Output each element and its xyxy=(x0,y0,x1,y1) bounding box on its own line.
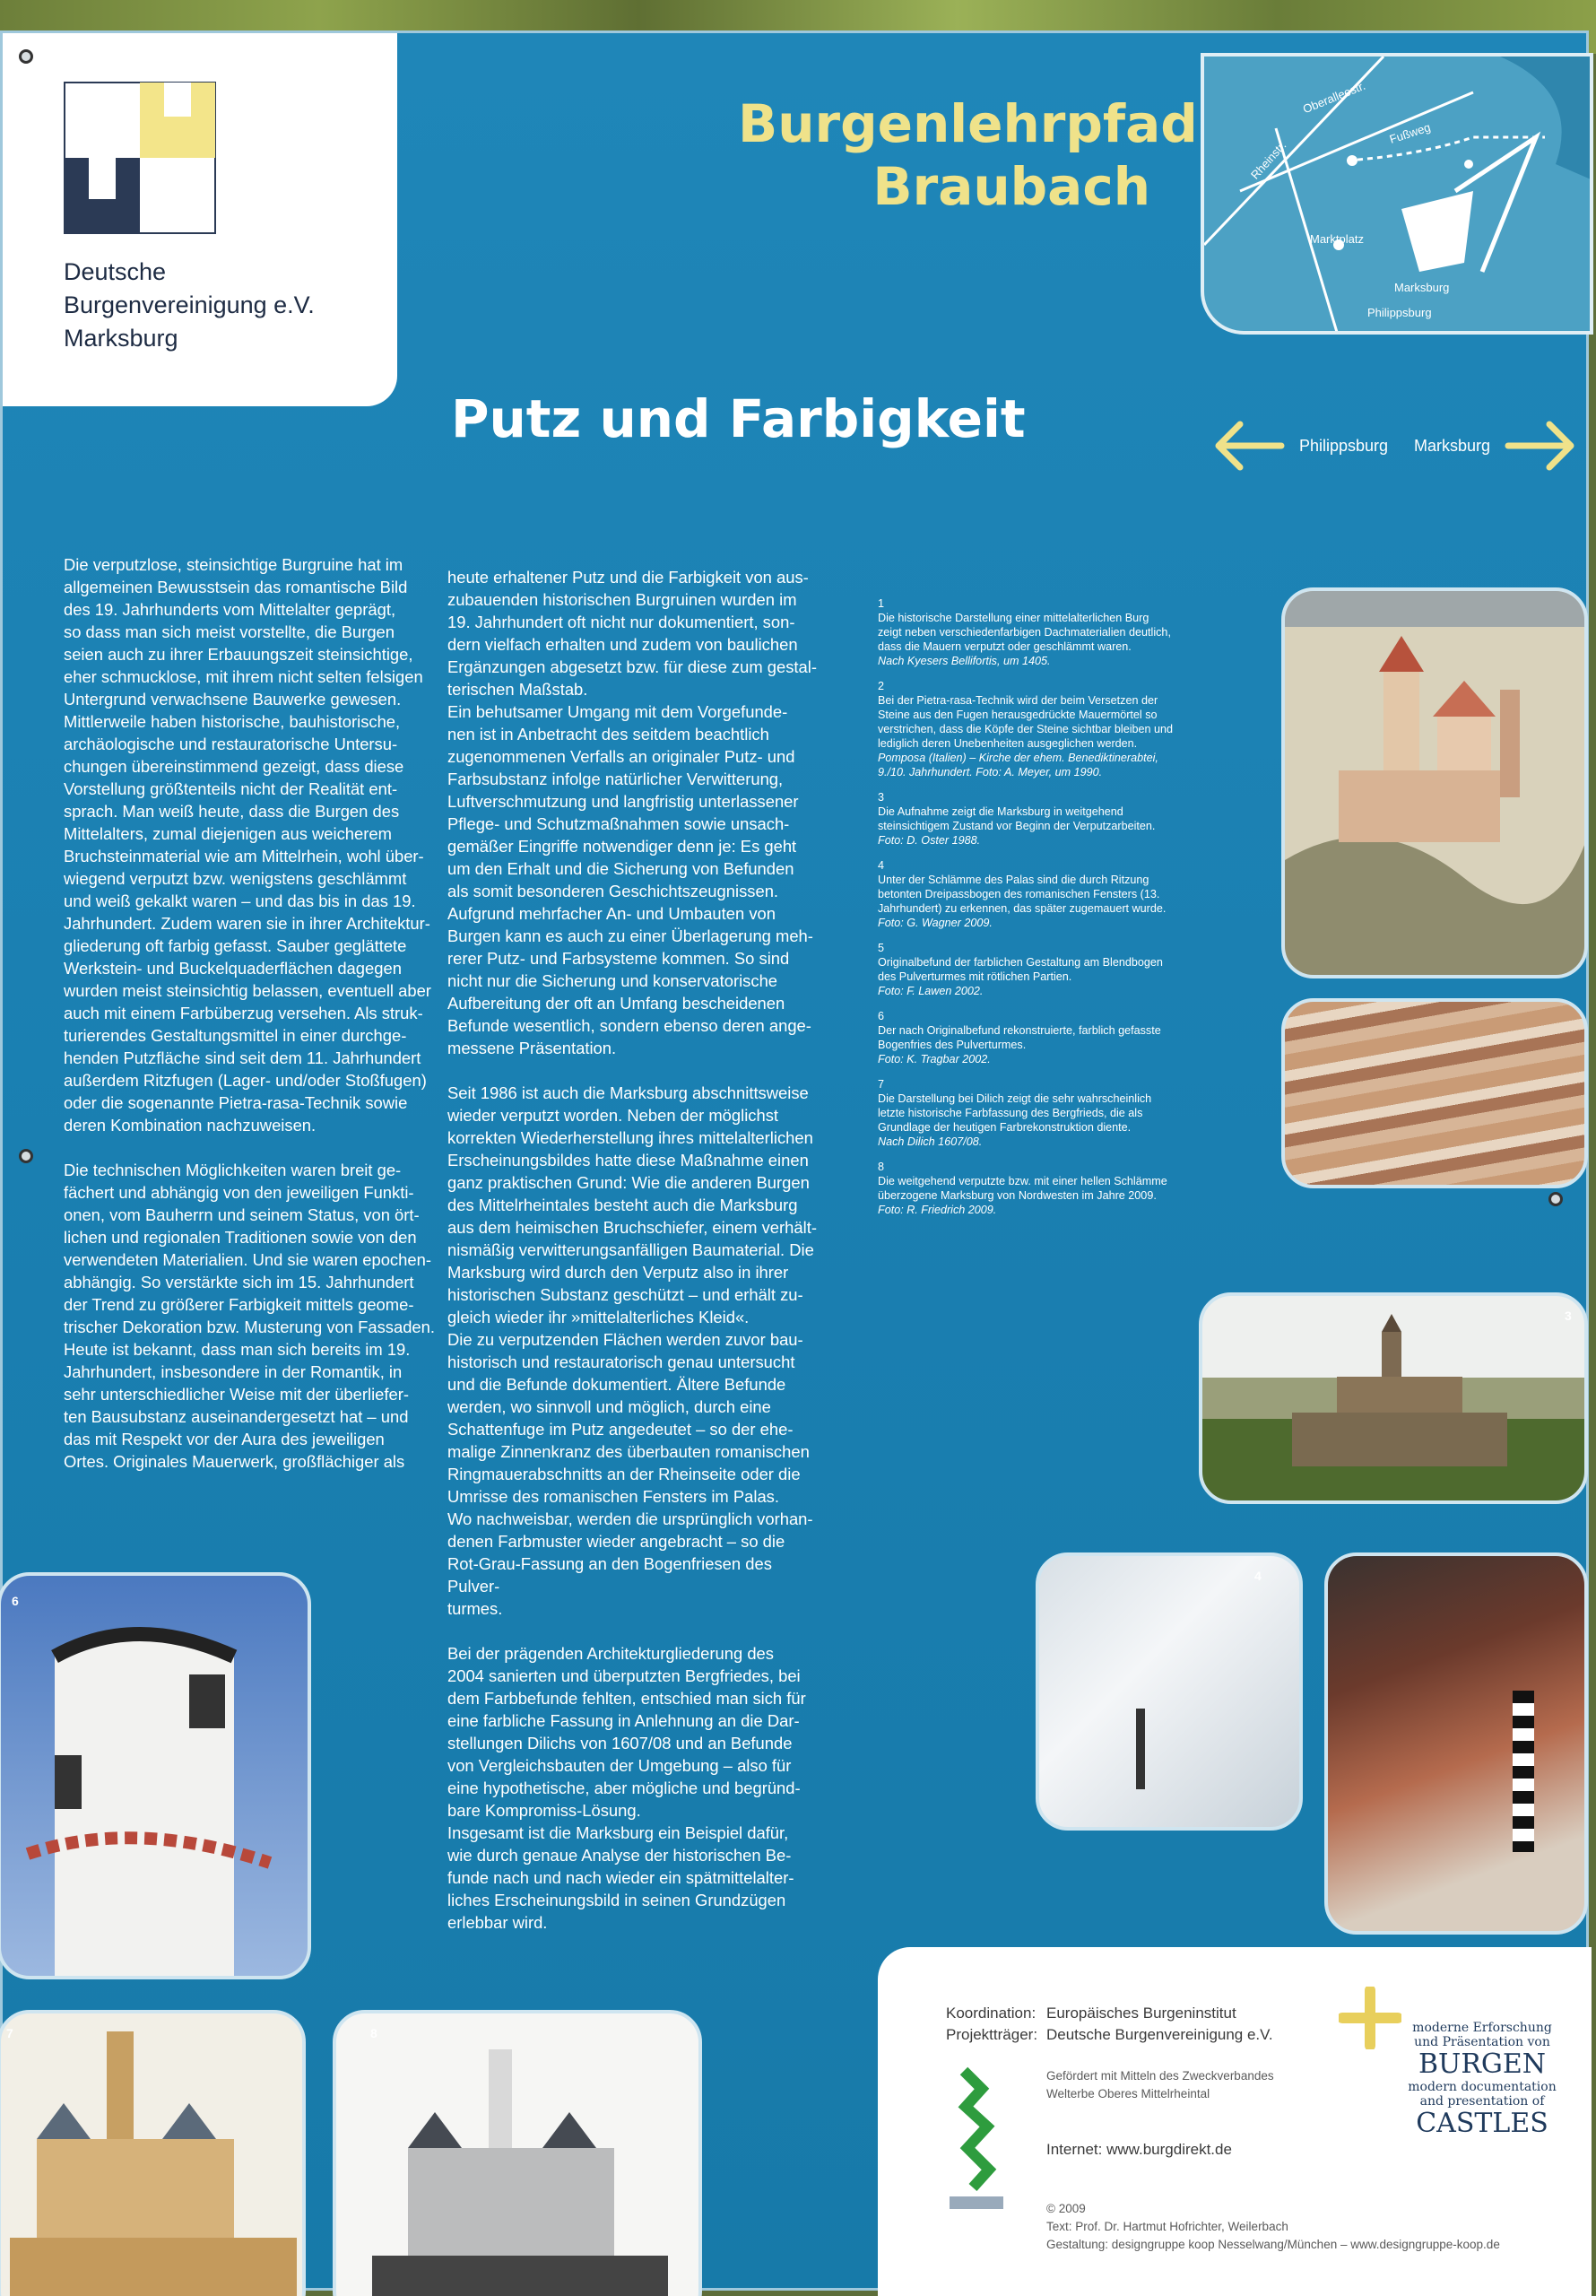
photo-number: 7 xyxy=(6,2026,13,2040)
title-line: Braubach xyxy=(872,156,1150,217)
text-credit: Text: Prof. Dr. Hartmut Hofrichter, Weilerbach xyxy=(1046,2220,1288,2233)
nav-left[interactable] xyxy=(1213,419,1388,473)
photo-4-plaster-wall xyxy=(1036,1552,1303,1831)
caption-item: 1 Die historische Darstellung einer mittelalterlichen Burg zeigt neben verschiedenfarbigen Dachmaterialien deutlich, dass die Mauern verputzt oder geschlämmt waren. Nach Kyesers Bellifortis, um 1405. xyxy=(878,597,1171,667)
logo-panel xyxy=(3,33,397,406)
photo-number: 8 xyxy=(370,2026,377,2040)
org-line: Marksburg xyxy=(64,325,178,352)
koord-value: Europäisches Burgeninstitut xyxy=(1046,2005,1236,2022)
screw xyxy=(19,1149,33,1163)
cross-icon xyxy=(1339,1987,1401,2049)
burgen-line: modern documentation xyxy=(1408,2080,1557,2094)
map-label: Philippsburg xyxy=(1367,306,1432,319)
traeger-label: Projektträger: xyxy=(946,2026,1038,2043)
photo-8-marksburg-2009 xyxy=(333,2010,702,2296)
photo-3-marksburg-landscape xyxy=(1199,1292,1588,1504)
nav-right-label: Marksburg xyxy=(1414,436,1491,455)
welterbe-logo xyxy=(946,2062,1016,2214)
window-slit xyxy=(1136,1709,1145,1789)
photo-number: 6 xyxy=(12,1594,19,1608)
illustration-drawing xyxy=(1285,591,1588,978)
nav-right[interactable] xyxy=(1414,419,1576,473)
screw xyxy=(1548,1192,1563,1206)
caption-item: 8 Die weitgehend verputzte bzw. mit einer hellen Schlämme überzogene Marksburg von Nordwesten im Jahre 2009. Foto: R. Friedrich 2009. xyxy=(878,1161,1167,1216)
photo-number: 3 xyxy=(1565,1309,1572,1323)
burgen-line: moderne Erforschung xyxy=(1412,2021,1552,2035)
traeger-value: Deutsche Burgenvereinigung e.V. xyxy=(1046,2026,1273,2043)
burgen-line: und Präsentation von xyxy=(1414,2035,1550,2049)
map-label: Rheinstr. xyxy=(1247,138,1289,182)
nav-left-label: Philippsburg xyxy=(1299,436,1389,455)
photo-number: 4 xyxy=(1254,1569,1262,1583)
design-credit: Gestaltung: designgruppe koop Nesselwang/München – www.designgruppe-koop.de xyxy=(1046,2238,1500,2251)
body-column-2: heute erhaltener Putz und die Farbigkeit von aus- zubauenden historischen Burgruinen wurden im 19. Jahrhundert oft nicht nur dokumentiert, son- dern vielfach erhalten und zudem von baulichen Ergänzungen abgesetzt bzw. für diese zum gestal- terischen Maßstab. Ein behutsamer Umgang mit dem Vorgefunde- nen ist in Anbetracht des seitdem beachtlich zugenommenen Verfalls an originaler Putz- und Farbsubstanz infolge natürlicher Verwitterung, Luftverschmutzung und langfristig unterlassener Pflege- und Schutzmaßnahmen sowie unsach- gemäßer Eingriffe notwendiger denn je: Es geht um den Erhalt und die Sicherung von Befunden als somit besonderen Geschichtszeugnissen. Aufgrund mehrfacher An- und Umbauten von Burgen kann es auch zu einer Überlagerung meh- rerer Putz- und Farbsysteme kommen. So sind nicht nur die Sicherung und konservatorische Aufbereitung der oft an Umfang bescheidenen Befunde wesentlich, sondern ebenso deren ange- messene Präsentation. Seit 1986 ist auch die Marksburg abschnittsweise wieder verputzt worden. Neben der möglichst korrekten Wiederherstellung ihres mittelalterlichen Erscheinungsbildes hatte diese Maßnahme einen ganz praktischen Grund: Wie die anderen Burgen des Mittelrheintales besteht auch die Marksburg aus dem heimischen Bruchschiefer, einem verhält- nismäßig verwitterungsanfälligen Baumaterial. Die Marksburg wird durch den Verputz also in ihrer historischen Substanz geschützt – und erhält zu- gleich wieder ihr »mittelalterliches Kleid«. Die zu verputzenden Flächen werden zuvor bau- historisch und restauratorisch genau untersucht und die Befunde dokumentiert. Ältere Befunde werden, wo sinnvoll und möglich, durch eine Schattenfuge im Putz angedeutet – so der ehe- malige Zinnenkranz des überbauten romanischen Ringmauerabschnitts an der Rheinseite oder die Umrisse des romanischen Fensters im Palas. Wo nachweisbar, werden die ursprünglich vorhan- denen Farbmuster wieder angebracht – so die Rot-Grau-Fassung an den Bogenfriesen des Pulver- turmes. Bei der prägenden Architekturgliederung des 2004 sanierten und überputzten Bergfriedes, bei dem Farbbefunde fehlten, entschied man sich für eine farbliche Fassung in Anlehnung an die Dar- stellungen Dilichs von 1607/08 und an Befunde von Vergleichsbauten der Umgebung – also für eine hypothetische, aber mögliche und begründ- bare Kompromiss-Lösung. Insgesamt ist die Marksburg ein Beispiel dafür, wie durch genaue Analyse der historischen Be- funde nach und nach wieder ein spätmittelalter- liches Erscheinungsbild in seinen Grundzügen erlebbar wird. xyxy=(447,568,817,1932)
burgen-line: and presentation of xyxy=(1419,2094,1545,2109)
map-label: Marktplatz xyxy=(1310,232,1364,246)
photo-7-dilich-drawing xyxy=(0,2010,306,2296)
marksburg-2009 xyxy=(336,2013,702,2296)
funding-line: Gefördert mit Mitteln des Zweckverbandes xyxy=(1046,2069,1274,2083)
burgen-castles-logo xyxy=(1383,1985,1581,2139)
map-label: Oberalleestr. xyxy=(1300,78,1367,117)
photo-2-pietra-rasa-wall xyxy=(1281,998,1588,1188)
board-title xyxy=(738,92,1198,218)
screw xyxy=(19,49,33,64)
funding-line: Welterbe Oberes Mittelrheintal xyxy=(1046,2087,1210,2100)
caption-item: 7 Die Darstellung bei Dilich zeigt die sehr wahrscheinlich letzte historische Farbfassung des Bergfrieds, die als Grundlage der heutigen Farbrekonstruktion diente. Nach Dilich 1607/08. xyxy=(878,1078,1152,1148)
arrow-right-icon xyxy=(1505,419,1576,473)
caption-item: 4 Unter der Schlämme des Palas sind die durch Ritzung betonten Dreipassbogen des romanischen Fensters (13. Jahrhundert) zu erkennen, das später zugemauert wurde. Foto: G. Wagner 2009. xyxy=(878,859,1167,929)
internet-link[interactable]: Internet: www.burgdirekt.de xyxy=(1046,2141,1232,2158)
photo-1-illustration xyxy=(1281,587,1588,978)
captions xyxy=(878,596,1174,1228)
caption-item: 2 Bei der Pietra-rasa-Technik wird der beim Versetzen der Steine aus den Fugen herausgedrückte Mauermörtel so verstrichen, dass die Köpfe der Steine sichtbar bleiben und lediglich deren Unebenheiten ausgeglichen werden. Pomposa (Italien) – Kirche der ehem. Benediktinerabtei, 9./10. Jahrhundert. Foto: A. Meyer, um 1990. xyxy=(878,680,1174,778)
photo-6-tower xyxy=(0,1572,311,1979)
scale-ruler xyxy=(1513,1691,1534,1852)
map-label: Fußweg xyxy=(1387,120,1433,146)
caption-item: 6 Der nach Originalbefund rekonstruierte, farblich gefasste Bogenfries des Pulverturmes. Foto: K. Tragbar 2002. xyxy=(878,1010,1161,1065)
burgen-word: BURGEN xyxy=(1418,2048,1547,2080)
org-line: Deutsche xyxy=(64,258,167,285)
burgenvereinigung-logo xyxy=(64,82,216,234)
castles-word: CASTLES xyxy=(1416,2108,1548,2139)
org-line: Burgenvereinigung e.V. xyxy=(64,291,315,318)
caption-item: 3 Die Aufnahme zeigt die Marksburg in weitgehend steinsichtigem Zustand vor Beginn der Verputzarbeiten. Foto: D. Oster 1988. xyxy=(878,791,1156,847)
arrow-left-icon xyxy=(1213,419,1285,473)
copyright: © 2009 xyxy=(1046,2202,1086,2215)
koord-label: Koordination: xyxy=(946,2005,1037,2022)
section-heading: Putz und Farbigkeit xyxy=(451,388,1026,449)
body-column-1: Die verputzlose, steinsichtige Burgruine hat im allgemeinen Bewusstsein das romantische Bild des 19. Jahrhunderts vom Mittelalter geprägt, so dass man sich meist vorstellte, die Burgen seien auch zu ihrer Erbauungszeit steinsichtige, eher schmucklose, mit ihrem nicht selten felsigen Untergrund verwachsene Bauwerke gewesen. Mittlerweile haben historische, bauhistorische, archäologische und restauratorische Untersu- chungen übereinstimmend gezeigt, dass diese Vorstellung größtenteils nicht der Realität ent- sprach. Man weiß heute, dass die Burgen des Mittelalters, zumal diejenigen aus weicherem Bruchsteinmaterial wie am Mittelrhein, wohl über- wiegend verputzt bzw. wenigstens geschlämmt und weiß gekalkt waren – und das bis in das 19. Jahrhundert. Zudem waren sie in ihrer Architektur- gliederung oft farbig gefasst. Sauber geglättete Werkstein- und Buckelquaderflächen dagegen wurden meist steinsichtig belassen, eventuell aber auch mit einem Farbüberzug versehen. Als struk- turierendes Gestaltungsmittel in einer durchge- henden Putzfläche sind seit dem 11. Jahrhundert außerdem Ritzfugen (Lager- und/oder Stoßfugen) oder die sogenannte Pietra-rasa-Technik sowie deren Kombination nachzuweisen. Die technischen Möglichkeiten waren breit ge- fächert und abhängig von den jeweiligen Funkti- onen, vom Bauherrn und seinem Status, von ört- lichen und regionalen Traditionen sowie von den verwendeten Materialien. Und sie waren epochen- abhängig. So verstärkte sich im 15. Jahrhundert der Trend zu größerer Farbigkeit mittels geome- trischer Dekoration bzw. Musterung von Fassaden. Heute ist bekannt, dass man sich bereits im 19. Jahrhundert, insbesondere in der Romantik, in sehr unterschiedlicher Weise mit der überliefer- ten Bausubstanz auseinandergesetzt hat – und das mit Respekt vor der Aura des jeweiligen Ortes. Originales Mauerwerk, großflächiger als xyxy=(64,555,435,1471)
map-label: Marksburg xyxy=(1394,281,1450,294)
dilich-castle xyxy=(1,2013,306,2296)
tower-drawing xyxy=(1,1576,311,1979)
photo-5-red-finding xyxy=(1324,1552,1588,1935)
route-map xyxy=(1201,53,1593,335)
title-line: Burgenlehrpfad xyxy=(738,93,1198,154)
info-board xyxy=(0,30,1589,2291)
org-name xyxy=(64,256,315,355)
caption-item: 5 Originalbefund der farblichen Gestaltung am Blendbogen des Pulverturmes mit rötlichen Partien. Foto: F. Lawen 2002. xyxy=(878,942,1163,997)
castle-silhouette xyxy=(1202,1296,1588,1504)
